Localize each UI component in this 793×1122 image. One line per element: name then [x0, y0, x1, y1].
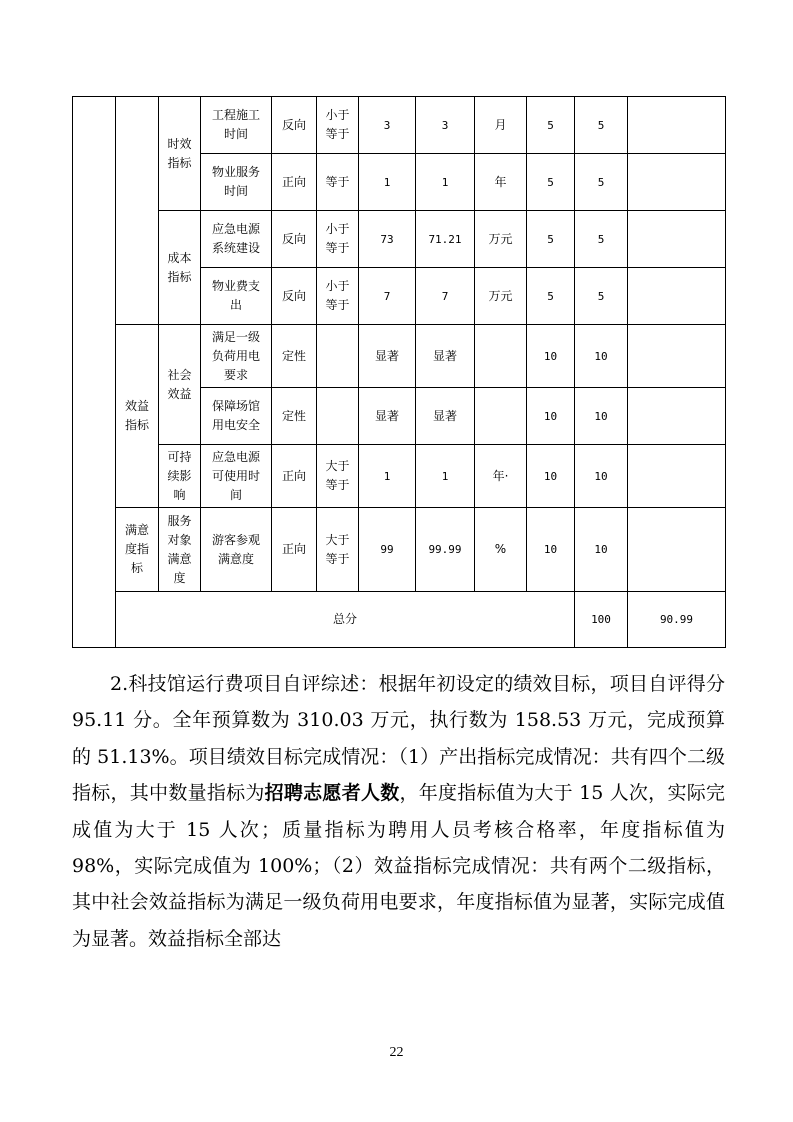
- total-label: 总分: [116, 592, 575, 648]
- direction-cell: 定性: [272, 325, 317, 388]
- score-value: 10: [575, 325, 628, 388]
- direction-cell: 反向: [272, 97, 317, 154]
- comparison-cell: 小于 等于: [317, 211, 359, 268]
- comparison-cell: [317, 325, 359, 388]
- indicator-name: 保障场馆 用电安全: [201, 388, 272, 445]
- table-row: [73, 325, 726, 388]
- weight-value: 10: [527, 508, 575, 592]
- score-value: 5: [575, 211, 628, 268]
- weight-value: 5: [527, 211, 575, 268]
- remark-cell: [628, 154, 726, 211]
- comparison-cell: 大于 等于: [317, 445, 359, 508]
- weight-value: 5: [527, 97, 575, 154]
- unit-cell: 万元: [475, 211, 527, 268]
- sustainability-label: 可持 续影 响: [159, 445, 201, 508]
- actual-value: 99.99: [416, 508, 475, 592]
- target-value: 显著: [359, 325, 416, 388]
- comparison-cell: [317, 388, 359, 445]
- total-score: 90.99: [628, 592, 726, 648]
- target-value: 显著: [359, 388, 416, 445]
- target-value: 73: [359, 211, 416, 268]
- social-benefit-label: 社会 效益: [159, 325, 201, 445]
- satisfaction-indicator-label: 满意 度指 标: [116, 508, 159, 592]
- level1-cell: [73, 97, 116, 648]
- unit-cell: 万元: [475, 268, 527, 325]
- paragraph-text: ，年度指标值为大于 15 人次，实际完成值为大于 15 人次；质量指标为聘用人员考核合格率，年度指标值为 98%，实际完成值为 100%；（2）效益指标完成情况：共有两个二级指标，其中社会效益指标为满足一级负荷用电要求，年度指标值为显著，实际完成值为显著。效益指标全部达: [72, 782, 725, 950]
- paragraph-bold-text: 招聘志愿者人数: [264, 782, 400, 805]
- service-target-label: 服务 对象 满意 度: [159, 508, 201, 592]
- total-row: [73, 592, 726, 648]
- weight-value: 10: [527, 325, 575, 388]
- actual-value: 1: [416, 445, 475, 508]
- score-value: 5: [575, 97, 628, 154]
- benefit-indicator-label: 效益 指标: [116, 325, 159, 508]
- target-value: 3: [359, 97, 416, 154]
- score-value: 5: [575, 154, 628, 211]
- remark-cell: [628, 97, 726, 154]
- score-value: 10: [575, 445, 628, 508]
- target-value: 99: [359, 508, 416, 592]
- weight-value: 5: [527, 154, 575, 211]
- remark-cell: [628, 325, 726, 388]
- direction-cell: 正向: [272, 508, 317, 592]
- direction-cell: 反向: [272, 211, 317, 268]
- performance-table: [72, 96, 726, 648]
- level2-cell: [116, 97, 159, 325]
- direction-cell: 反向: [272, 268, 317, 325]
- comparison-cell: 小于 等于: [317, 97, 359, 154]
- actual-value: 7: [416, 268, 475, 325]
- direction-cell: 正向: [272, 154, 317, 211]
- remark-cell: [628, 268, 726, 325]
- score-value: 5: [575, 268, 628, 325]
- unit-cell: [475, 325, 527, 388]
- indicator-name: 物业费支 出: [201, 268, 272, 325]
- actual-value: 显著: [416, 388, 475, 445]
- unit-cell: %: [475, 508, 527, 592]
- direction-cell: 正向: [272, 445, 317, 508]
- remark-cell: [628, 508, 726, 592]
- page-number: 22: [389, 1045, 404, 1060]
- weight-value: 10: [527, 388, 575, 445]
- score-value: 10: [575, 508, 628, 592]
- table-row: [73, 97, 726, 154]
- indicator-name: 物业服务 时间: [201, 154, 272, 211]
- indicator-name: 游客参观 满意度: [201, 508, 272, 592]
- summary-paragraph: [72, 666, 725, 957]
- actual-value: 显著: [416, 325, 475, 388]
- table-row: [73, 445, 726, 508]
- remark-cell: [628, 388, 726, 445]
- actual-value: 3: [416, 97, 475, 154]
- score-value: 10: [575, 388, 628, 445]
- weight-value: 10: [527, 445, 575, 508]
- remark-cell: [628, 211, 726, 268]
- indicator-name: 工程施工 时间: [201, 97, 272, 154]
- comparison-cell: 等于: [317, 154, 359, 211]
- actual-value: 71.21: [416, 211, 475, 268]
- indicator-name: 满足一级 负荷用电 要求: [201, 325, 272, 388]
- remark-cell: [628, 445, 726, 508]
- actual-value: 1: [416, 154, 475, 211]
- comparison-cell: 大于 等于: [317, 508, 359, 592]
- indicator-name: 应急电源 系统建设: [201, 211, 272, 268]
- timeliness-indicator-label: 时效 指标: [159, 97, 201, 211]
- indicator-name: 应急电源 可使用时 间: [201, 445, 272, 508]
- cost-indicator-label: 成本 指标: [159, 211, 201, 325]
- total-weight: 100: [575, 592, 628, 648]
- unit-cell: 年: [475, 154, 527, 211]
- target-value: 1: [359, 154, 416, 211]
- comparison-cell: 小于 等于: [317, 268, 359, 325]
- unit-cell: [475, 388, 527, 445]
- weight-value: 5: [527, 268, 575, 325]
- direction-cell: 定性: [272, 388, 317, 445]
- unit-cell: 年·: [475, 445, 527, 508]
- paragraph-text: 2.科技馆运行费项目自评综述：根据年初设定的绩效目标，项目自评得分 95.11 分。全年预算数为 310.03 万元，执行数为 158.53 万元，完成预算的 51.13%。项目绩效目标完成情况：（1）产出指标完成情况：共有四个二级指标，其中数量指标为: [72, 673, 725, 805]
- table-row: [73, 211, 726, 268]
- target-value: 1: [359, 445, 416, 508]
- table-row: [73, 508, 726, 592]
- unit-cell: 月: [475, 97, 527, 154]
- target-value: 7: [359, 268, 416, 325]
